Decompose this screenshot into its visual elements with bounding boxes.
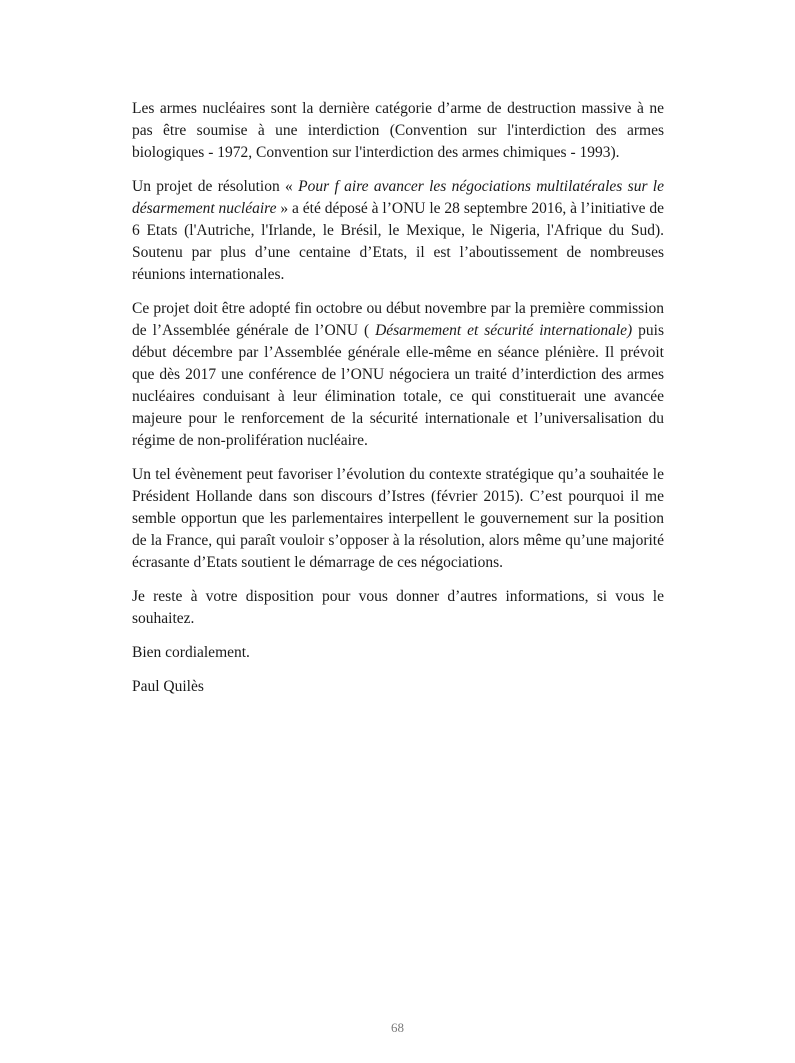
paragraph-3-before: Ce projet doit être adopté fin octobre ou début novembre par la première commission de l’Assemblée générale de l’ONU ( [132, 300, 664, 339]
closing: Bien cordialement. [132, 644, 250, 661]
paragraph-3 [132, 298, 664, 452]
document-body [132, 98, 664, 710]
paragraph-5: Je reste à votre disposition pour vous donner d’autres informations, si vous le souhaitez. [132, 588, 664, 627]
page-number: 68 [391, 1020, 404, 1035]
paragraph-2 [132, 176, 664, 286]
commission-name: Désarmement et sécurité internationale) [375, 322, 633, 339]
signature: Paul Quilès [132, 678, 204, 695]
paragraph-3-after: puis début décembre par l’Assemblée générale elle-même en séance plénière. Il prévoit que dès 2017 une conférence de l’ONU négociera un traité d’interdiction des armes nucléaires conduisant à leur élimination totale, ce qui constituerait une avancée majeure pour le renforcement de la sécurité internationale et l’universalisation du régime de non-prolifération nucléaire. [132, 322, 665, 449]
paragraph-2-after: » a été déposé à l’ONU le 28 septembre 2016, à l’initiative de 6 Etats (l'Autriche, l'Irlande, le Brésil, le Mexique, le Nigeria, l'Afrique du Sud). Soutenu par plus d’une centaine d’Etats, il est l’aboutissement de nombreuses réunions internationales. [132, 200, 665, 283]
resolution-title: Pour f aire avancer les négociations multilatérales sur le désarmement nucléaire [132, 178, 664, 217]
paragraph-4: Un tel évènement peut favoriser l’évolution du contexte stratégique qu’a souhaitée le Président Hollande dans son discours d’Istres (février 2015). C’est pourquoi il me semble opportun que les parlementaires interpellent le gouvernement sur la position de la France, qui paraît vouloir s’opposer à la résolution, alors même qu’une majorité écrasante d’Etats soutient le démarrage de ces négociations. [132, 466, 664, 571]
paragraph-1: Les armes nucléaires sont la dernière catégorie d’arme de destruction massive à ne pas être soumise à une interdiction (Convention sur l'interdiction des armes biologiques - 1972, Convention sur l'interdiction des armes chimiques - 1993). [132, 100, 664, 161]
paragraph-2-before: Un projet de résolution « [132, 178, 299, 195]
